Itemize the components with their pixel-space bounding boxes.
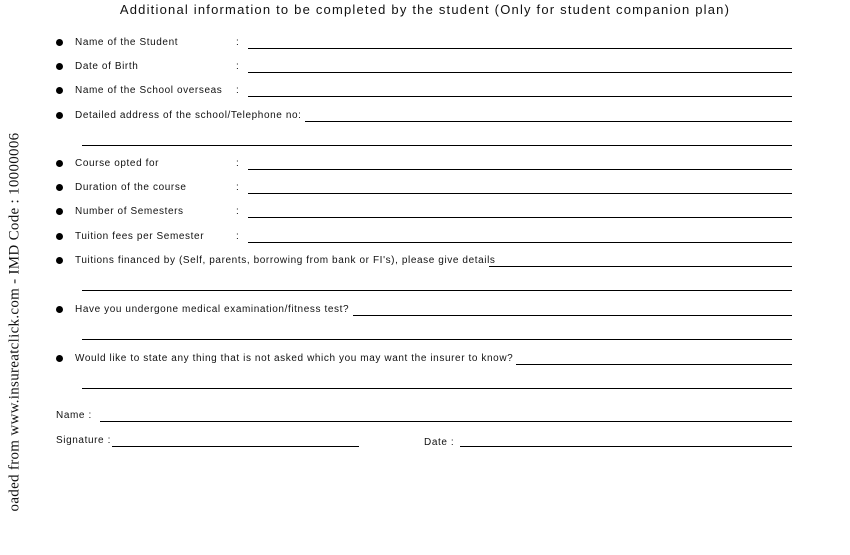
bullet-icon (56, 208, 63, 215)
label-anything-else: Would like to state any thing that is not asked which you may want the insurer to know? (75, 353, 514, 364)
bullet-icon (56, 39, 63, 46)
field-school-address-line1[interactable] (305, 121, 792, 122)
bullet-icon (56, 233, 63, 240)
colon: : (236, 85, 239, 96)
label-num-semesters: Number of Semesters (75, 206, 184, 217)
label-tuition-financed: Tuitions financed by (Self, parents, borrowing from bank or FI's), please give details (75, 255, 496, 266)
bullet-icon (56, 63, 63, 70)
side-watermark-text: oaded from www.insureatclick.com - IMD Code : 10000006 (6, 132, 23, 512)
field-anything-else-line2[interactable] (82, 388, 792, 389)
field-name[interactable] (100, 421, 792, 422)
bullet-icon (56, 112, 63, 119)
colon: : (236, 158, 239, 169)
label-school-overseas: Name of the School overseas (75, 85, 223, 96)
field-medical-exam-line2[interactable] (82, 339, 792, 340)
bullet-icon (56, 160, 63, 167)
field-date[interactable] (460, 446, 792, 447)
bullet-icon (56, 355, 63, 362)
label-medical-exam: Have you undergone medical examination/fitness test? (75, 304, 350, 315)
field-name-of-student[interactable] (248, 48, 792, 49)
colon: : (236, 206, 239, 217)
label-name-of-student: Name of the Student (75, 37, 179, 48)
colon: : (236, 37, 239, 48)
label-course-duration: Duration of the course (75, 182, 187, 193)
field-school-overseas[interactable] (248, 96, 792, 97)
field-school-address-line2[interactable] (82, 145, 792, 146)
label-course-opted: Course opted for (75, 158, 160, 169)
field-tuition-financed-line1[interactable] (489, 266, 792, 267)
label-school-address: Detailed address of the school/Telephone no: (75, 110, 302, 121)
label-date-of-birth: Date of Birth (75, 61, 139, 72)
label-date: Date : (424, 437, 455, 448)
field-anything-else-line1[interactable] (516, 364, 792, 365)
field-tuition-financed-line2[interactable] (82, 290, 792, 291)
bullet-icon (56, 184, 63, 191)
label-name: Name : (56, 410, 92, 421)
bullet-icon (56, 257, 63, 264)
colon: : (236, 61, 239, 72)
colon: : (236, 231, 239, 242)
field-num-semesters[interactable] (248, 217, 792, 218)
field-signature[interactable] (112, 446, 359, 447)
bullet-icon (56, 306, 63, 313)
label-tuition-fees: Tuition fees per Semester (75, 231, 205, 242)
field-tuition-fees[interactable] (248, 242, 792, 243)
colon: : (236, 182, 239, 193)
field-medical-exam-line1[interactable] (353, 315, 792, 316)
field-date-of-birth[interactable] (248, 72, 792, 73)
bullet-icon (56, 87, 63, 94)
field-course-duration[interactable] (248, 193, 792, 194)
label-signature: Signature : (56, 435, 111, 446)
field-course-opted[interactable] (248, 169, 792, 170)
form-title: Additional information to be completed by the student (Only for student companion plan) (119, 2, 731, 17)
